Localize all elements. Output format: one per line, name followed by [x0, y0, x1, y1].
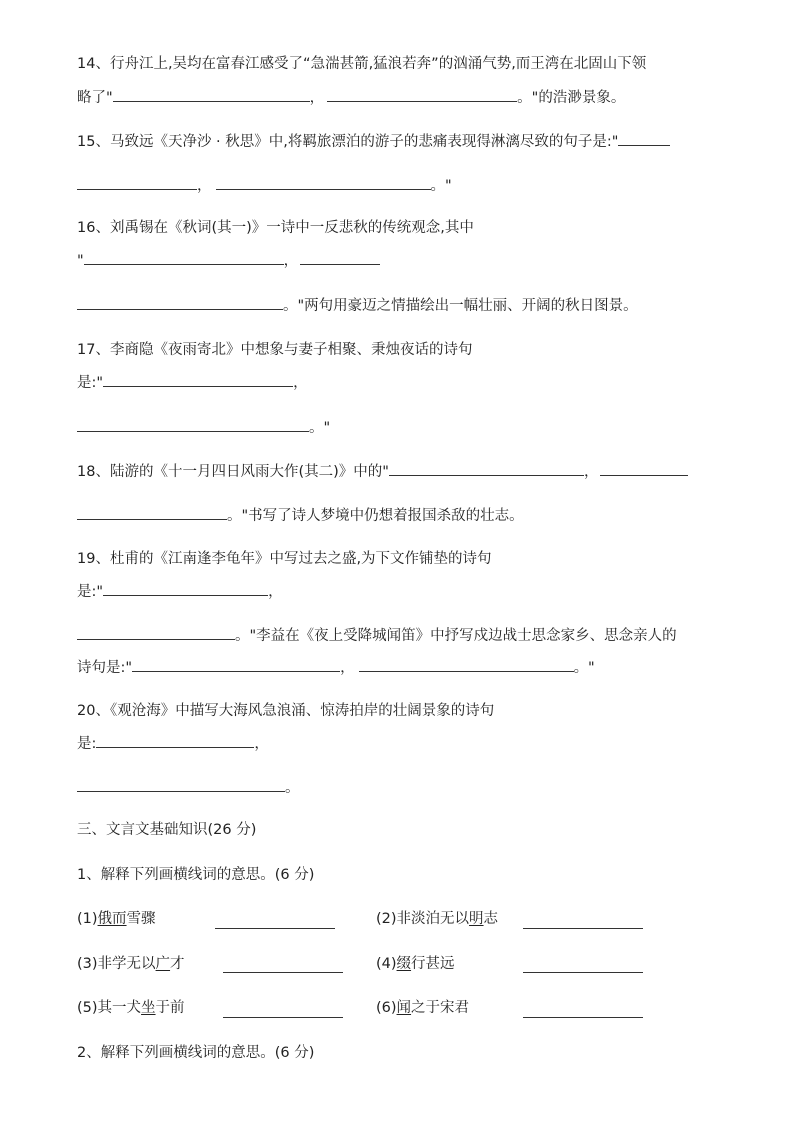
q19-prefix: 是:" — [77, 584, 104, 600]
q17-line-2 — [77, 372, 308, 393]
item-2-underlined: 明 — [469, 911, 484, 927]
item-6-pre: (6) — [376, 1000, 397, 1016]
item-3-underlined: 广 — [155, 956, 171, 972]
item-2-answer[interactable] — [523, 927, 643, 929]
q14-line-2 — [77, 87, 625, 108]
item-6-post: 之于宋君 — [411, 1000, 470, 1016]
item-2-post: 志 — [483, 911, 499, 927]
item-4-post: 行甚远 — [411, 956, 455, 972]
q19-blank-2[interactable] — [77, 625, 235, 640]
q16-quote: " — [77, 253, 84, 269]
q20-tail: 。 — [285, 780, 300, 796]
q18-blank-2-cont[interactable] — [77, 505, 227, 520]
q20-line-2 — [77, 733, 269, 754]
q20-comma: ， — [254, 736, 269, 752]
item-5-pre: (5)其一犬 — [77, 1000, 142, 1016]
item-6 — [376, 998, 469, 1018]
part-1-heading: 1、解释下列画横线词的意思。(6 分) — [77, 867, 315, 883]
q20-line-1: 20、《观沧海》中描写大海风急浪涌、惊涛拍岸的壮阔景象的诗句 — [77, 703, 495, 719]
item-4-pre: (4) — [376, 956, 397, 972]
q15-text: 15、马致远《天净沙 · 秋思》中,将羁旅漂泊的游子的悲痛表现得淋漓尽致的句子是:" — [77, 134, 619, 150]
section-3-title: 三、文言文基础知识(26 分) — [77, 822, 257, 838]
q17-prefix: 是:" — [77, 375, 104, 391]
q18-line-2 — [77, 505, 524, 526]
item-5-post: 于前 — [155, 1000, 185, 1016]
item-1-pre: (1) — [77, 911, 98, 927]
q19-comma: ， — [268, 584, 283, 600]
item-2-pre: (2)非淡泊无以 — [376, 911, 470, 927]
q16-line-3 — [77, 295, 638, 316]
q16-blank-2-cont[interactable] — [77, 295, 283, 310]
q18-blank-2[interactable] — [600, 461, 688, 476]
q19-comma-2: ， — [340, 660, 355, 676]
item-3 — [77, 954, 185, 974]
q14-prefix: 略了" — [77, 90, 113, 106]
q18-text: 18、陆游的《十一月四日风雨大作(其二)》中的" — [77, 464, 389, 480]
item-5-underlined: 坐 — [141, 1000, 156, 1016]
item-1-post: 雪骤 — [126, 911, 156, 927]
q16-blank-1[interactable] — [84, 250, 284, 265]
item-4 — [376, 954, 455, 974]
q19-mid: 。"李益在《夜上受降城闻笛》中抒写戍边战士思念家乡、思念亲人的 — [235, 628, 677, 644]
item-6-underlined: 闻 — [396, 1000, 412, 1016]
q19-blank-1[interactable] — [103, 581, 268, 596]
item-1-answer[interactable] — [215, 927, 335, 929]
q15-blank-2[interactable] — [216, 175, 431, 190]
q19-line-2 — [77, 581, 283, 602]
q19-line-4 — [77, 657, 595, 678]
q17-line-3 — [77, 417, 330, 438]
item-5 — [77, 998, 185, 1018]
q16-line-1: 16、刘禹锡在《秋词(其一)》一诗中一反悲秋的传统观念,其中 — [77, 220, 474, 236]
q15-tail: 。" — [430, 178, 452, 194]
q15-blank-1-cont[interactable] — [77, 175, 197, 190]
q17-tail: 。" — [309, 420, 331, 436]
q19-line-3 — [77, 625, 677, 646]
q18-comma: ， — [583, 464, 599, 480]
q16-line-2 — [77, 250, 380, 271]
q18-blank-1[interactable] — [389, 461, 584, 476]
item-2 — [376, 909, 498, 929]
q19-line-1: 19、杜甫的《江南逢李龟年》中写过去之盛,为下文作铺垫的诗句 — [77, 551, 492, 567]
part-2-heading: 2、解释下列画横线词的意思。(6 分) — [77, 1045, 315, 1061]
q16-comma: ， — [283, 253, 299, 269]
q19-prefix-2: 诗句是:" — [77, 660, 133, 676]
q15-line-1 — [77, 131, 670, 152]
q20-prefix: 是: — [77, 736, 97, 752]
q18-tail: 。"书写了诗人梦境中仍想着报国杀敌的壮志。 — [227, 508, 524, 524]
q15-comma: ， — [197, 178, 212, 194]
q20-line-3 — [77, 777, 300, 798]
q19-blank-3[interactable] — [132, 657, 340, 672]
item-3-post: 才 — [170, 956, 185, 972]
q17-comma: ， — [293, 375, 308, 391]
q14-blank-2[interactable] — [327, 87, 517, 102]
item-1-underlined: 俄而 — [97, 911, 127, 927]
item-3-answer[interactable] — [223, 971, 343, 973]
q18-line-1 — [77, 461, 688, 482]
q19-tail: 。" — [573, 660, 595, 676]
item-1 — [77, 909, 156, 929]
q17-line-1: 17、李商隐《夜雨寄北》中想象与妻子相聚、秉烛夜话的诗句 — [77, 342, 473, 358]
item-4-underlined: 缀 — [396, 956, 412, 972]
q17-blank-2[interactable] — [77, 417, 309, 432]
q17-blank-1[interactable] — [103, 372, 293, 387]
item-6-answer[interactable] — [523, 1016, 643, 1018]
q20-blank-1[interactable] — [96, 733, 254, 748]
q19-blank-4[interactable] — [359, 657, 574, 672]
q15-blank-1[interactable] — [618, 131, 670, 146]
q14-line-1: 14、行舟江上,吴均在富春江感受了“急湍甚箭,猛浪若奔”的汹涌气势,而王湾在北固山下领 — [77, 56, 647, 72]
q15-line-2 — [77, 175, 452, 196]
q14-tail: 。"的浩渺景象。 — [517, 90, 626, 106]
item-5-answer[interactable] — [223, 1016, 343, 1018]
q16-blank-2[interactable] — [300, 250, 380, 265]
q14-comma: ， — [309, 90, 325, 106]
q20-blank-2[interactable] — [77, 777, 285, 792]
item-4-answer[interactable] — [523, 971, 643, 973]
item-3-pre: (3)非学无以 — [77, 956, 156, 972]
q16-tail: 。"两句用豪迈之情描绘出一幅壮丽、开阔的秋日图景。 — [283, 298, 638, 314]
q14-blank-1[interactable] — [113, 87, 310, 102]
